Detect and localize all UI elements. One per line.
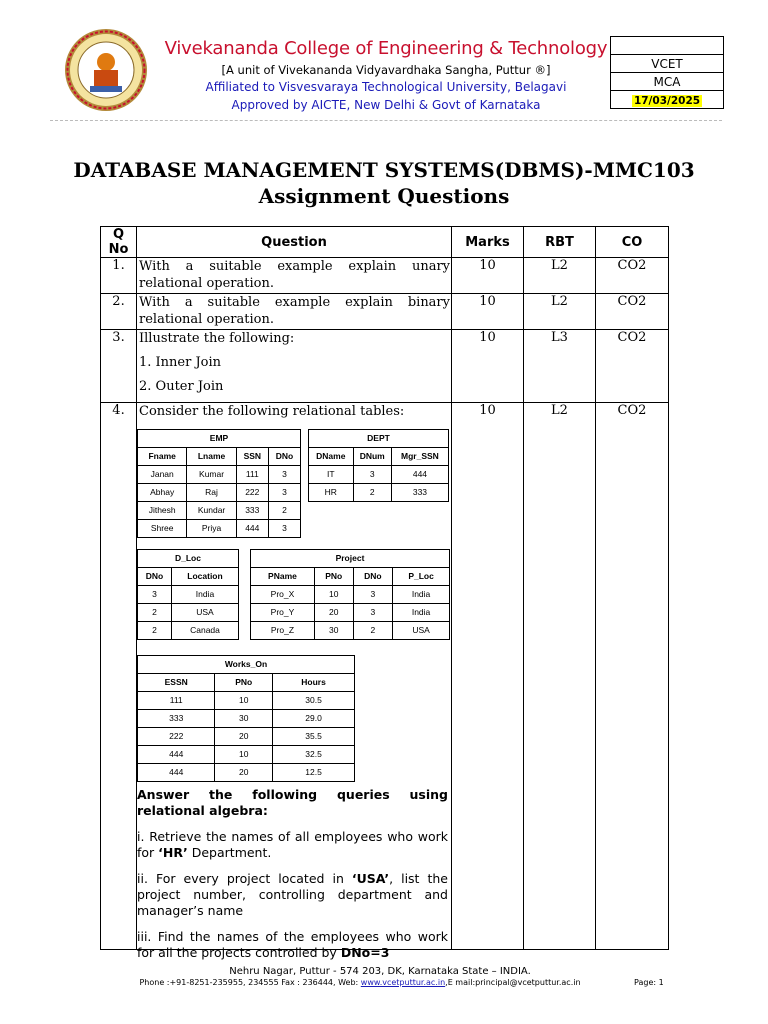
emp-row — [138, 520, 301, 538]
emp-cell: Kundar — [187, 502, 236, 520]
emp-row — [138, 502, 301, 520]
works-on-row — [138, 728, 355, 746]
project-cell: 20 — [314, 604, 353, 622]
query-1-bold: ‘HR’ — [158, 845, 188, 860]
col-header-marks: Marks — [452, 227, 524, 258]
emp-col-ssn: SSN — [236, 448, 268, 466]
dloc-cell: USA — [172, 604, 239, 622]
emp-cell: 444 — [236, 520, 268, 538]
page-number: Page: 1 — [634, 978, 664, 987]
project-cell: Pro_Z — [251, 622, 315, 640]
question-cell — [137, 330, 452, 403]
emp-table-title: EMP — [138, 430, 301, 448]
project-cell: Pro_Y — [251, 604, 315, 622]
marks-cell: 10 — [452, 403, 524, 950]
dept-table — [308, 429, 449, 502]
works-on-cell: 35.5 — [273, 728, 355, 746]
emp-cell: Raj — [187, 484, 236, 502]
project-col-pno: PNo — [314, 568, 353, 586]
emp-cell: Janan — [138, 466, 187, 484]
works-on-cell: 444 — [138, 764, 215, 782]
col-header-question: Question — [137, 227, 452, 258]
emp-cell: 111 — [236, 466, 268, 484]
question-cell — [137, 403, 452, 960]
works-on-cell: 444 — [138, 746, 215, 764]
project-cell: 10 — [314, 586, 353, 604]
emp-row — [138, 466, 301, 484]
assignment-table — [100, 226, 669, 960]
works-on-col-essn: ESSN — [138, 674, 215, 692]
dloc-cell: India — [172, 586, 239, 604]
dept-col-mgr-ssn: Mgr_SSN — [391, 448, 448, 466]
emp-col-lname: Lname — [187, 448, 236, 466]
qno-cell: 4. — [101, 403, 137, 950]
works-on-table — [137, 655, 355, 782]
qno-cell: 3. — [101, 330, 137, 403]
document-title: DATABASE MANAGEMENT SYSTEMS(DBMS)-MMC103 — [73, 158, 695, 182]
works-on-col-hours: Hours — [273, 674, 355, 692]
website-link[interactable]: www.vcetputtur.ac.in — [360, 978, 446, 987]
emp-col-dno: DNo — [268, 448, 300, 466]
project-col-dno: DNo — [353, 568, 393, 586]
dloc-col-location: Location — [172, 568, 239, 586]
qno-cell: 1. — [101, 258, 137, 294]
works-on-cell: 222 — [138, 728, 215, 746]
works-on-cell: 333 — [138, 710, 215, 728]
works-on-table-title: Works_On — [138, 656, 355, 674]
project-cell: 30 — [314, 622, 353, 640]
emp-cell: 3 — [268, 466, 300, 484]
emp-col-fname: Fname — [138, 448, 187, 466]
project-row — [251, 586, 450, 604]
works-on-cell: 32.5 — [273, 746, 355, 764]
project-cell: 3 — [353, 604, 393, 622]
works-on-cell: 10 — [215, 692, 273, 710]
works-on-row — [138, 710, 355, 728]
question-cell: With a suitable example explain binary relational operation. — [137, 294, 452, 330]
dloc-table-title: D_Loc — [138, 550, 239, 568]
dloc-row — [138, 586, 239, 604]
project-row — [251, 604, 450, 622]
query-2-text: ii. For every project located in — [137, 871, 352, 886]
emp-row — [138, 484, 301, 502]
document-subtitle: Assignment Questions — [258, 184, 510, 208]
dloc-cell: Canada — [172, 622, 239, 640]
question-line: 2. Outer Join — [139, 379, 224, 394]
dept-cell: 2 — [353, 484, 391, 502]
dloc-cell: 2 — [138, 604, 172, 622]
emp-table — [137, 429, 301, 538]
header-box-course: MCA — [611, 73, 724, 91]
rbt-cell: L3 — [524, 330, 596, 403]
works-on-cell: 111 — [138, 692, 215, 710]
project-cell: 2 — [353, 622, 393, 640]
dept-row — [309, 466, 449, 484]
works-on-cell: 30.5 — [273, 692, 355, 710]
header-box-date-cell — [611, 91, 724, 109]
project-cell: India — [393, 604, 450, 622]
works-on-row — [138, 692, 355, 710]
works-on-col-pno: PNo — [215, 674, 273, 692]
footer-contact-text: Phone :+91-8251-235955, 234555 Fax : 236444, Web: — [139, 978, 361, 987]
works-on-row — [138, 746, 355, 764]
college-name: Vivekananda College of Engineering & Technology — [164, 38, 608, 59]
table-row — [101, 294, 669, 330]
query-1 — [137, 829, 448, 861]
dloc-row — [138, 622, 239, 640]
dept-cell: 3 — [353, 466, 391, 484]
works-on-cell: 29.0 — [273, 710, 355, 728]
dept-cell: IT — [309, 466, 354, 484]
works-on-cell: 20 — [215, 764, 273, 782]
table-row — [101, 330, 669, 403]
question-line: 1. Inner Join — [139, 355, 222, 370]
project-cell: 3 — [353, 586, 393, 604]
emp-cell: 3 — [268, 484, 300, 502]
emp-cell: Priya — [187, 520, 236, 538]
rbt-cell: L2 — [524, 258, 596, 294]
works-on-cell: 30 — [215, 710, 273, 728]
col-header-qno: Q No — [101, 227, 137, 258]
marks-cell: 10 — [452, 294, 524, 330]
dept-cell: HR — [309, 484, 354, 502]
works-on-cell: 10 — [215, 746, 273, 764]
footer-contact — [100, 978, 620, 987]
emp-cell: 3 — [268, 520, 300, 538]
project-cell: USA — [393, 622, 450, 640]
query-1-text: i. Retrieve the names of all employees who work for — [137, 829, 448, 860]
emp-cell: Abhay — [138, 484, 187, 502]
table-header-row — [101, 227, 669, 258]
co-cell: CO2 — [596, 258, 669, 294]
project-cell: Pro_X — [251, 586, 315, 604]
question-cell: With a suitable example explain unary relational operation. — [137, 258, 452, 294]
footer-address: Nehru Nagar, Puttur - 574 203, DK, Karnataka State – INDIA. — [229, 966, 531, 977]
college-logo — [64, 28, 148, 112]
affiliation-line: Affiliated to Visvesvaraya Technological University, Belagavi — [205, 80, 567, 94]
approval-line: Approved by AICTE, New Delhi & Govt of Karnataka — [231, 98, 541, 112]
emp-cell: Jithesh — [138, 502, 187, 520]
dloc-cell: 3 — [138, 586, 172, 604]
project-row — [251, 622, 450, 640]
dept-row — [309, 484, 449, 502]
query-2-bold: ‘USA’ — [351, 871, 390, 886]
marks-cell: 10 — [452, 330, 524, 403]
query-1-text-end: Department. — [187, 845, 272, 860]
dloc-table — [137, 549, 239, 640]
dept-cell: 333 — [391, 484, 448, 502]
dloc-row — [138, 604, 239, 622]
question-line: Illustrate the following: — [139, 331, 295, 346]
query-3-bold: DNo=3 — [340, 945, 390, 960]
header-box-vcet: VCET — [611, 55, 724, 73]
header-divider — [50, 120, 722, 121]
query-2 — [137, 871, 448, 919]
emp-cell: 333 — [236, 502, 268, 520]
rbt-cell: L2 — [524, 294, 596, 330]
qno-cell: 2. — [101, 294, 137, 330]
col-header-rbt: RBT — [524, 227, 596, 258]
unit-line: [A unit of Vivekananda Vidyavardhaka Sangha, Puttur ®] — [221, 63, 551, 77]
header-box-date: 17/03/2025 — [633, 94, 701, 107]
query-3 — [137, 929, 448, 961]
header-info-box — [610, 36, 724, 109]
table-row — [101, 258, 669, 294]
project-cell: India — [393, 586, 450, 604]
dloc-cell: 2 — [138, 622, 172, 640]
works-on-cell: 12.5 — [273, 764, 355, 782]
marks-cell: 10 — [452, 258, 524, 294]
dept-table-title: DEPT — [309, 430, 449, 448]
table-row — [101, 403, 669, 950]
co-cell: CO2 — [596, 403, 669, 950]
emp-cell: 2 — [268, 502, 300, 520]
header-box-blank — [611, 37, 724, 55]
col-header-co: CO — [596, 227, 669, 258]
query-3-text: iii. Find the names of the employees who work for all the projects controlled by — [137, 929, 448, 960]
project-table-title: Project — [251, 550, 450, 568]
dloc-col-dno: DNo — [138, 568, 172, 586]
works-on-cell: 20 — [215, 728, 273, 746]
emp-cell: Shree — [138, 520, 187, 538]
footer-email: ,E mail:principal@vcetputtur.ac.in — [445, 978, 581, 987]
emp-cell: 222 — [236, 484, 268, 502]
co-cell: CO2 — [596, 294, 669, 330]
queries-heading: Answer the following queries using relational algebra: — [137, 787, 448, 818]
query-2-text-end: , list the project number, controlling department and manager’s name — [137, 871, 448, 918]
rbt-cell: L2 — [524, 403, 596, 950]
co-cell: CO2 — [596, 330, 669, 403]
works-on-row — [138, 764, 355, 782]
dept-col-dname: DName — [309, 448, 354, 466]
queries-block — [137, 787, 448, 961]
emp-cell: Kumar — [187, 466, 236, 484]
dept-cell: 444 — [391, 466, 448, 484]
project-table — [250, 549, 450, 640]
question-intro: Consider the following relational tables: — [139, 404, 405, 419]
project-col-pname: PName — [251, 568, 315, 586]
project-col-ploc: P_Loc — [393, 568, 450, 586]
dept-col-dnum: DNum — [353, 448, 391, 466]
